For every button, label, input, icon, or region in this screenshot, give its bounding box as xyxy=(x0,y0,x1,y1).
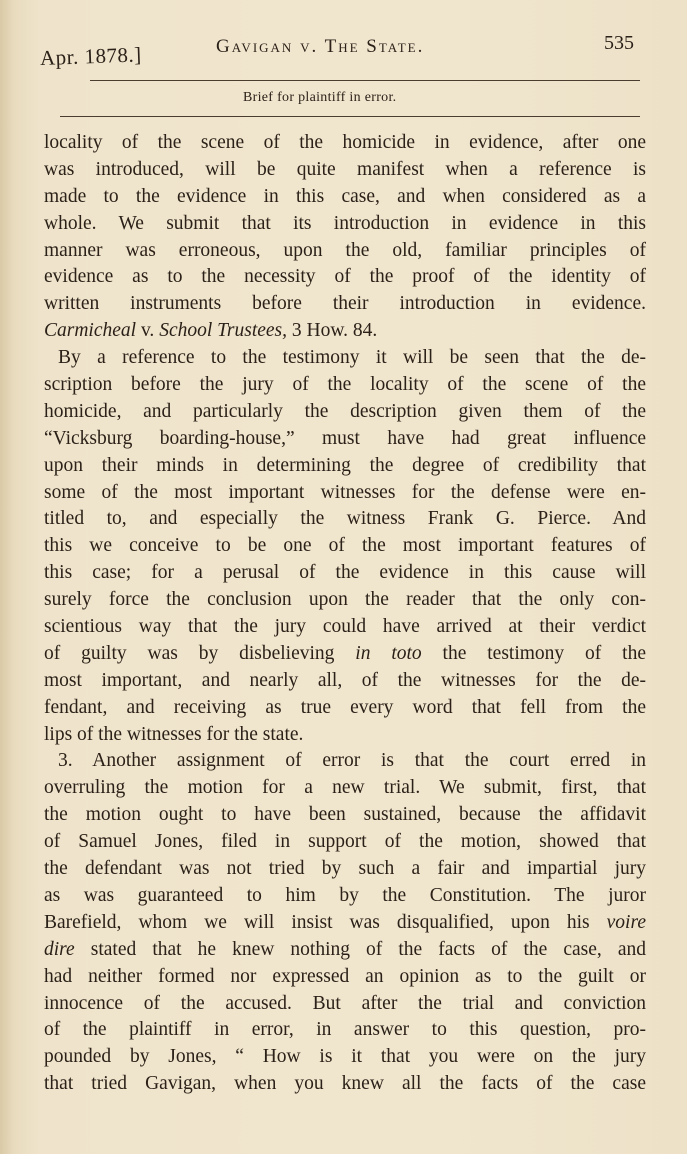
text-run: 3. Another assignment of error is that the court erred in xyxy=(58,750,646,772)
text-line xyxy=(44,264,646,291)
text-line xyxy=(44,1071,646,1098)
text-line xyxy=(44,533,646,560)
text-run: innocence of the accused. But after the trial and conviction xyxy=(44,992,646,1014)
page-number: 535 xyxy=(604,32,634,54)
italic-text: dire xyxy=(44,938,75,960)
text-line xyxy=(44,775,646,802)
text-line xyxy=(44,1017,646,1044)
text-line xyxy=(44,614,646,641)
text-run: the defendant was not tried by such a fair and impartial jury xyxy=(44,858,646,880)
text-line xyxy=(44,291,646,318)
text-line xyxy=(44,506,646,533)
text-line xyxy=(44,318,646,345)
header-rule xyxy=(90,80,640,81)
text-line xyxy=(44,560,646,587)
text-run: homicide, and particularly the description given them of the xyxy=(44,400,646,422)
text-run: 3 How. 84. xyxy=(287,320,378,342)
text-line xyxy=(44,480,646,507)
body-text xyxy=(44,130,646,1098)
text-run: of the plaintiff in error, in answer to this question, pro- xyxy=(44,1019,646,1041)
text-run: that tried Gavigan, when you knew all the facts of the case xyxy=(44,1073,646,1095)
text-line xyxy=(44,211,646,238)
brief-subheading: Brief for plaintiff in error. xyxy=(243,90,397,105)
text-line xyxy=(44,1044,646,1071)
text-line xyxy=(44,748,646,775)
text-run: upon their minds in determining the degree of credibility that xyxy=(44,454,646,476)
text-line xyxy=(44,345,646,372)
text-line xyxy=(44,964,646,991)
text-line xyxy=(44,130,646,157)
text-run: stated that he knew nothing of the facts of the case, and xyxy=(74,938,646,960)
subheading-rule xyxy=(60,116,640,117)
text-line xyxy=(44,910,646,937)
text-line xyxy=(44,453,646,480)
italic-text: School Trustees, xyxy=(159,320,288,342)
text-line xyxy=(44,157,646,184)
running-header xyxy=(0,28,687,68)
text-line xyxy=(44,829,646,856)
text-run: this case; for a perusal of the evidence in this cause will xyxy=(44,562,646,584)
italic-text: in toto xyxy=(355,642,422,664)
header-case-title: Gavigan v. The State. xyxy=(216,36,425,57)
text-line xyxy=(44,587,646,614)
text-run: this we conceive to be one of the most important features of xyxy=(44,535,646,557)
text-line xyxy=(44,399,646,426)
text-run: Barefield, whom we will insist was disqualified, upon his xyxy=(44,911,607,933)
text-line xyxy=(44,802,646,829)
text-run: manner was erroneous, upon the old, familiar principles of xyxy=(44,239,646,261)
italic-text: Carmicheal xyxy=(44,320,137,342)
text-run: locality of the scene of the homicide in evidence, after one xyxy=(44,132,646,153)
text-run: whole. We submit that its introduction in evidence in this xyxy=(44,212,646,234)
text-run: as was guaranteed to him by the Constitution. The juror xyxy=(44,884,646,906)
text-run: had neither formed nor expressed an opinion as to the guilt or xyxy=(44,965,646,987)
text-run: pounded by Jones, “ How is it that you were on the jury xyxy=(44,1046,646,1068)
text-run: made to the evidence in this case, and when considered as a xyxy=(44,185,646,207)
text-run: was introduced, will be quite manifest when a reference is xyxy=(44,158,646,180)
text-run: scription before the jury of the locality of the scene of the xyxy=(44,374,646,396)
text-run: titled to, and especially the witness Frank G. Pierce. And xyxy=(44,508,646,530)
text-run: lips of the witnesses for the state. xyxy=(44,723,304,745)
text-line xyxy=(44,883,646,910)
text-run: scientious way that the jury could have arrived at their verdict xyxy=(44,616,646,638)
text-line xyxy=(44,722,646,749)
italic-text: voire xyxy=(606,911,646,933)
text-line xyxy=(44,991,646,1018)
text-run: the testimony of the xyxy=(421,642,646,664)
text-line xyxy=(44,426,646,453)
text-line xyxy=(44,856,646,883)
text-run: written instruments before their introduction in evidence. xyxy=(44,293,646,315)
text-run: overruling the motion for a new trial. We submit, first, that xyxy=(44,777,646,799)
text-run: “Vicksburg boarding-house,” must have had great influence xyxy=(44,427,646,449)
text-run: surely force the conclusion upon the reader that the only con- xyxy=(44,589,646,611)
text-line xyxy=(44,668,646,695)
header-date: Apr. 1878.] xyxy=(39,42,143,70)
text-run: the motion ought to have been sustained, because the affidavit xyxy=(44,804,646,826)
text-run: some of the most important witnesses for the defense were en- xyxy=(44,481,646,503)
text-line xyxy=(44,695,646,722)
text-line xyxy=(44,937,646,964)
text-run: evidence as to the necessity of the proof of the identity of xyxy=(44,266,646,288)
text-run: v. xyxy=(136,320,160,342)
text-run: fendant, and receiving as true every word that fell from the xyxy=(44,696,646,718)
text-line xyxy=(44,238,646,265)
text-line xyxy=(44,184,646,211)
text-run: By a reference to the testimony it will be seen that the de- xyxy=(58,347,646,369)
text-line xyxy=(44,641,646,668)
text-line xyxy=(44,372,646,399)
text-run: of guilty was by disbelieving xyxy=(44,642,356,664)
text-run: of Samuel Jones, filed in support of the motion, showed that xyxy=(44,831,646,853)
text-run: most important, and nearly all, of the witnesses for the de- xyxy=(44,669,646,691)
